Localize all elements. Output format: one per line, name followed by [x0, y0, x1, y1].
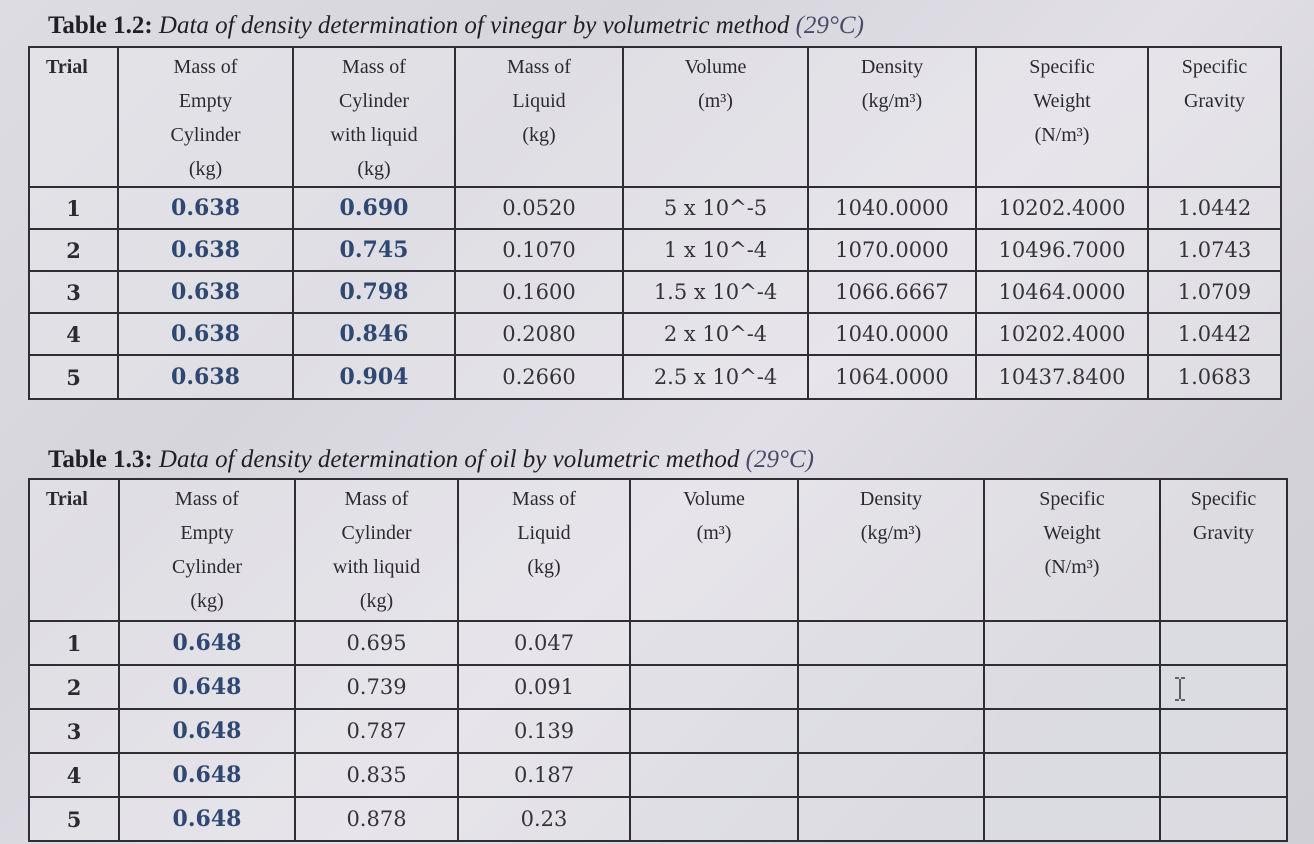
header-cell: Specific Gravity [1148, 47, 1281, 187]
empty-cell[interactable] [630, 621, 798, 665]
table-cell: 0.187 [458, 753, 630, 797]
table-header-row [29, 479, 1287, 621]
trial-cell: 5 [29, 355, 118, 399]
table-row [29, 753, 1287, 797]
empty-cell[interactable] [984, 709, 1160, 753]
table-cell: 0.2080 [455, 313, 623, 355]
table-cell: 0.648 [119, 621, 295, 665]
table-cell: 0.139 [458, 709, 630, 753]
empty-cell[interactable] [1160, 709, 1287, 753]
empty-cell[interactable] [798, 665, 984, 709]
table-cell: 0.648 [119, 797, 295, 841]
empty-cell[interactable] [798, 753, 984, 797]
header-cell: Mass of Liquid (kg) [458, 479, 630, 621]
trial-cell: 1 [29, 621, 119, 665]
text-cursor-icon [1172, 676, 1188, 702]
trial-cell: 4 [29, 753, 119, 797]
header-cell: Specific Gravity [1160, 479, 1287, 621]
table-cell: 10464.0000 [976, 271, 1148, 313]
header-cell: Volume (m³) [630, 479, 798, 621]
table-cell: 0.695 [295, 621, 458, 665]
caption-temperature: (29°C) [795, 12, 864, 39]
table-cell: 1.0709 [1148, 271, 1281, 313]
trial-cell: 2 [29, 665, 119, 709]
table-row [29, 271, 1281, 313]
table-cell: 1064.0000 [808, 355, 976, 399]
table-cell: 0.638 [118, 355, 293, 399]
empty-cell[interactable] [1160, 753, 1287, 797]
table-row [29, 355, 1281, 399]
table-cell: 0.798 [293, 271, 455, 313]
table-cell: 0.1600 [455, 271, 623, 313]
oil-density-table [28, 478, 1288, 842]
header-cell: Volume (m³) [623, 47, 808, 187]
trial-cell: 1 [29, 187, 118, 229]
header-cell: Specific Weight (N/m³) [984, 479, 1160, 621]
table-cell: 1040.0000 [808, 187, 976, 229]
table-cell: 0.904 [293, 355, 455, 399]
trial-cell: 2 [29, 229, 118, 271]
trial-cell: 3 [29, 709, 119, 753]
table-cell: 1.5 x 10^-4 [623, 271, 808, 313]
empty-cell[interactable] [1160, 621, 1287, 665]
caption-temperature: (29°C) [745, 446, 814, 473]
table-row [29, 621, 1287, 665]
table-cell: 0.739 [295, 665, 458, 709]
table-cell: 0.0520 [455, 187, 623, 229]
table-cell: 0.835 [295, 753, 458, 797]
empty-cell[interactable] [984, 797, 1160, 841]
header-cell: Mass of Cylinder with liquid (kg) [295, 479, 458, 621]
table-cell: 2 x 10^-4 [623, 313, 808, 355]
caption-label: Table 1.3: [48, 446, 153, 473]
table-header-row [29, 47, 1281, 187]
empty-cell[interactable] [1160, 797, 1287, 841]
table-cell: 0.787 [295, 709, 458, 753]
trial-cell: 5 [29, 797, 119, 841]
empty-cell[interactable] [798, 621, 984, 665]
header-cell: Mass of Empty Cylinder (kg) [119, 479, 295, 621]
empty-cell[interactable] [984, 621, 1160, 665]
vinegar-density-table [28, 46, 1282, 400]
header-cell: Density (kg/m³) [808, 47, 976, 187]
table-cell: 1070.0000 [808, 229, 976, 271]
caption-title: Data of density determination of oil by volumetric method [158, 446, 740, 473]
table-cell: 1.0442 [1148, 313, 1281, 355]
table-cell: 10202.4000 [976, 313, 1148, 355]
table-cell: 0.638 [118, 229, 293, 271]
trial-cell: 4 [29, 313, 118, 355]
trial-cell: 3 [29, 271, 118, 313]
empty-cell[interactable] [984, 753, 1160, 797]
table-cell: 0.047 [458, 621, 630, 665]
table-row [29, 313, 1281, 355]
caption-label: Table 1.2: [48, 12, 153, 39]
table-cell: 2.5 x 10^-4 [623, 355, 808, 399]
table-cell: 5 x 10^-5 [623, 187, 808, 229]
table-cell: 10202.4000 [976, 187, 1148, 229]
table-cell: 0.690 [293, 187, 455, 229]
table-cell: 10496.7000 [976, 229, 1148, 271]
header-cell: Mass of Empty Cylinder (kg) [118, 47, 293, 187]
table-row [29, 229, 1281, 271]
table-row [29, 665, 1287, 709]
empty-cell[interactable] [798, 709, 984, 753]
empty-cell[interactable] [984, 665, 1160, 709]
header-cell: Trial [29, 47, 118, 187]
table-cell: 1066.6667 [808, 271, 976, 313]
empty-cell[interactable] [630, 753, 798, 797]
table-cell: 0.638 [118, 313, 293, 355]
header-cell: Density (kg/m³) [798, 479, 984, 621]
table-cell: 0.091 [458, 665, 630, 709]
table-cell: 0.23 [458, 797, 630, 841]
table-cell: 0.878 [295, 797, 458, 841]
table-cell: 1 x 10^-4 [623, 229, 808, 271]
table-cell: 1.0683 [1148, 355, 1281, 399]
empty-cell[interactable] [630, 709, 798, 753]
table-row [29, 709, 1287, 753]
table-cell: 1.0743 [1148, 229, 1281, 271]
empty-cell[interactable] [630, 665, 798, 709]
table-1-2-caption [48, 12, 864, 40]
header-cell: Specific Weight (N/m³) [976, 47, 1148, 187]
table-cell: 0.1070 [455, 229, 623, 271]
table-row [29, 797, 1287, 841]
table-cell: 1.0442 [1148, 187, 1281, 229]
table-cell: 0.648 [119, 753, 295, 797]
table-cell: 0.745 [293, 229, 455, 271]
table-cell: 0.638 [118, 271, 293, 313]
empty-cell[interactable] [630, 797, 798, 841]
table-cell: 0.648 [119, 665, 295, 709]
table-cell: 0.648 [119, 709, 295, 753]
table-cell: 0.846 [293, 313, 455, 355]
table-cell: 1040.0000 [808, 313, 976, 355]
table-row [29, 187, 1281, 229]
table-cell: 0.638 [118, 187, 293, 229]
header-cell: Mass of Cylinder with liquid (kg) [293, 47, 455, 187]
table-cell: 10437.8400 [976, 355, 1148, 399]
table-1-3-caption [48, 446, 814, 474]
empty-cell[interactable] [798, 797, 984, 841]
header-cell: Trial [29, 479, 119, 621]
header-cell: Mass of Liquid (kg) [455, 47, 623, 187]
table-cell: 0.2660 [455, 355, 623, 399]
caption-title: Data of density determination of vinegar by volumetric method [158, 12, 790, 39]
